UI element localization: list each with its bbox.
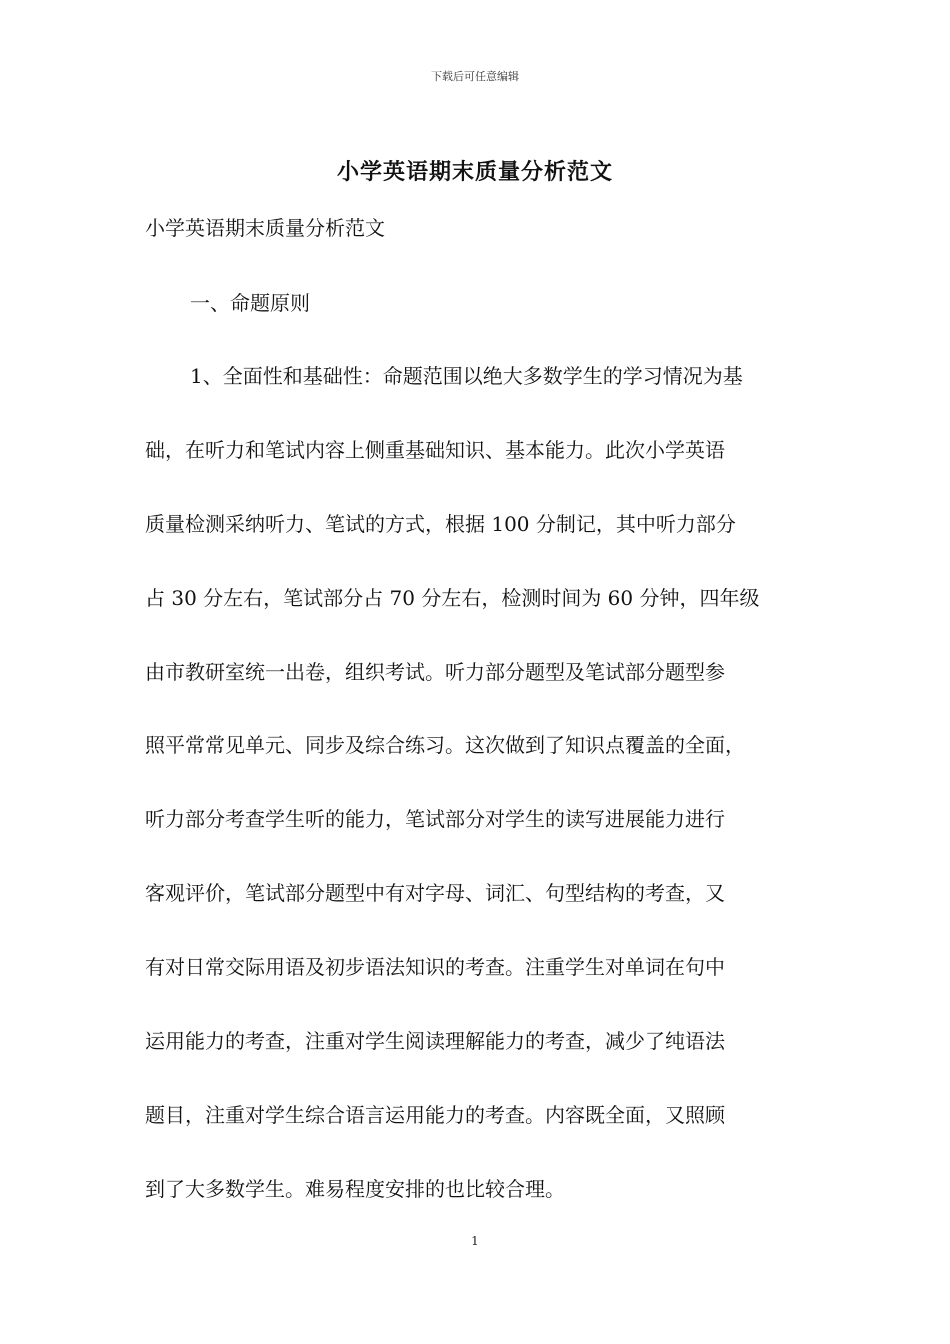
document-title: 小学英语期末质量分析范文	[336, 159, 613, 185]
paragraph-line: 有对日常交际用语及初步语法知识的考查。注重学生对单词在句中	[145, 955, 725, 980]
paragraph-line: 到了大多数学生。难易程度安排的也比较合理。	[145, 1176, 565, 1201]
paragraph-line: 照平常常见单元、同步及综合练习。这次做到了知识点覆盖的全面，	[145, 733, 745, 758]
page-number: 1	[471, 1234, 479, 1248]
paragraph-line: 质量检测采纳听力、笔试的方式，根据 100 分制记，其中听力部分	[145, 511, 736, 536]
paragraph-line: 础，在听力和笔试内容上侧重基础知识、基本能力。此次小学英语	[145, 437, 725, 462]
paragraph-line: 1、全面性和基础性：命题范围以绝大多数学生的学习情况为基	[190, 364, 743, 388]
paragraph-body	[145, 360, 825, 1247]
header-note: 下载后可任意编辑	[431, 70, 519, 83]
document-subtitle: 小学英语期末质量分析范文	[145, 216, 385, 240]
paragraph-line: 客观评价，笔试部分题型中有对字母、词汇、句型结构的考查，又	[145, 881, 725, 906]
section-heading: 一、命题原则	[190, 291, 310, 315]
paragraph-line: 运用能力的考查，注重对学生阅读理解能力的考查，减少了纯语法	[145, 1029, 725, 1054]
paragraph-line: 题目，注重对学生综合语言运用能力的考查。内容既全面，又照顾	[145, 1102, 725, 1127]
paragraph-line: 听力部分考查学生听的能力，笔试部分对学生的读写进展能力进行	[145, 807, 725, 832]
paragraph-line: 由市教研室统一出卷，组织考试。听力部分题型及笔试部分题型参	[145, 659, 725, 684]
paragraph-line: 占 30 分左右，笔试部分占 70 分左右，检测时间为 60 分钟，四年级	[145, 585, 760, 610]
